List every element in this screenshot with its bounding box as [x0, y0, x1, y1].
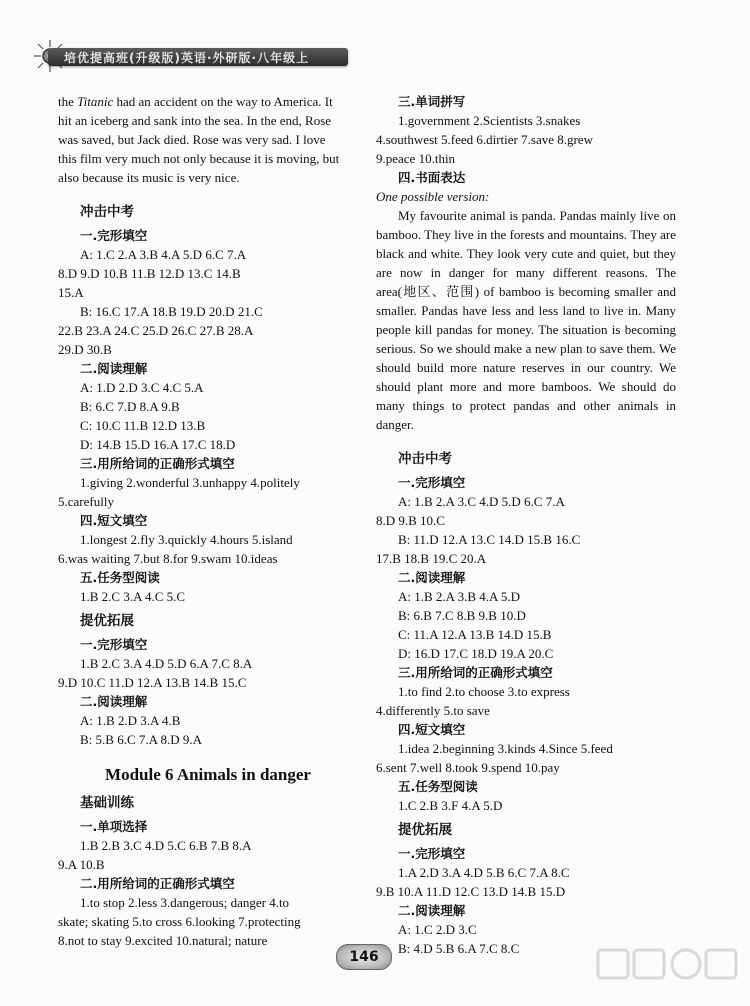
answer-line: A: 1.B 2.D 3.A 4.B — [80, 713, 181, 728]
answer-line: 6.was waiting 7.but 8.for 9.swam 10.ideas — [58, 551, 278, 566]
section-heading: 基础训练 — [80, 795, 134, 811]
answer-line: 1.C 2.B 3.F 4.A 5.D — [398, 798, 503, 813]
answer-line: A: 1.D 2.D 3.C 4.C 5.A — [80, 380, 204, 395]
subsection-heading: 一.完形填空 — [80, 637, 148, 652]
subsection-heading: 二.阅读理解 — [80, 361, 148, 376]
answer-line: A: 1.C 2.A 3.B 4.A 5.D 6.C 7.A — [80, 247, 247, 262]
subsection-heading: 三.单词拼写 — [398, 94, 466, 109]
subsection-heading: 一.完形填空 — [80, 228, 148, 243]
left-column — [58, 92, 358, 950]
subsection-heading: 一.完形填空 — [398, 475, 466, 490]
answer-line: B: 5.B 6.C 7.A 8.D 9.A — [80, 732, 203, 747]
subsection-heading: 二.用所给词的正确形式填空 — [80, 876, 235, 891]
subsection-heading: 二.阅读理解 — [398, 903, 466, 918]
answer-line: 9.D 10.C 11.D 12.A 13.B 14.B 15.C — [58, 675, 247, 690]
section-heading: 提优拓展 — [80, 613, 134, 629]
answer-line: 4.differently 5.to save — [376, 703, 490, 718]
answer-line: 6.sent 7.well 8.took 9.spend 10.pay — [376, 760, 560, 775]
answer-line: 1.A 2.D 3.A 4.D 5.B 6.C 7.A 8.C — [398, 865, 570, 880]
answer-line: skate; skating 5.to cross 6.looking 7.protecting — [58, 914, 301, 929]
subsection-heading: 四.书面表达 — [398, 170, 466, 185]
subsection-heading: 五.任务型阅读 — [398, 779, 478, 794]
answer-line: 22.B 23.A 24.C 25.D 26.C 27.B 28.A — [58, 323, 254, 338]
answer-line: 8.not to stay 9.excited 10.natural; nature — [58, 933, 268, 948]
answer-line: D: 14.B 15.D 16.A 17.C 18.D — [80, 437, 236, 452]
answer-line: B: 6.C 7.D 8.A 9.B — [80, 399, 180, 414]
right-column — [376, 92, 676, 958]
subsection-heading: 三.用所给词的正确形式填空 — [398, 665, 553, 680]
version-label: One possible version: — [376, 189, 490, 204]
answer-line: 1.to stop 2.less 3.dangerous; danger 4.to — [80, 895, 290, 910]
answer-line: 17.B 18.B 19.C 20.A — [376, 551, 487, 566]
answer-line: B: 11.D 12.A 13.C 14.D 15.B 16.C — [398, 532, 581, 547]
answer-line: D: 16.D 17.C 18.D 19.A 20.C — [398, 646, 554, 661]
answer-line: 1.B 2.C 3.A 4.D 5.D 6.A 7.C 8.A — [80, 656, 253, 671]
answer-line: 4.southwest 5.feed 6.dirtier 7.save 8.grew — [376, 132, 593, 147]
answer-line: 9.B 10.A 11.D 12.C 13.D 14.B 15.D — [376, 884, 566, 899]
story-line: was saved, but Jack died. Rose was very sad. I love — [58, 132, 326, 147]
subsection-heading: 四.短文填空 — [398, 722, 466, 737]
answer-line: 5.carefully — [58, 494, 114, 509]
essay-paragraph: My favourite animal is panda. Pandas mainly live on bamboo. They live in the forests and mountains. They are black and white. They look very cute and quiet, but they are now in danger for many different reasons. The area(地区、范围) of bamboo is becoming smaller and smaller. Pandas have less and less land to live in. Many people kill pandas for money. The situation is becoming serious. So we should make a new plan to save them. We should build more nature reserves in our country. We should plant more and more bamboos. We should do many things to protect pandas and other animals in danger. — [376, 208, 676, 432]
answer-line: A: 1.C 2.D 3.C — [398, 922, 477, 937]
answer-line: B: 4.D 5.B 6.A 7.C 8.C — [398, 941, 520, 956]
story-line: this film very much not only because it is moving, but — [58, 151, 340, 166]
answer-line: 15.A — [58, 285, 84, 300]
subsection-heading: 五.任务型阅读 — [80, 570, 160, 585]
section-heading: 冲击中考 — [80, 204, 134, 220]
subsection-heading: 二.阅读理解 — [80, 694, 148, 709]
answer-line: A: 1.B 2.A 3.B 4.A 5.D — [398, 589, 521, 604]
answer-line: 1.government 2.Scientists 3.snakes — [398, 113, 581, 128]
subsection-heading: 二.阅读理解 — [398, 570, 466, 585]
answer-line: 1.B 2.B 3.C 4.D 5.C 6.B 7.B 8.A — [80, 838, 252, 853]
subsection-heading: 一.单项选择 — [80, 819, 148, 834]
page-header — [28, 34, 358, 74]
subsection-heading: 三.用所给词的正确形式填空 — [80, 456, 235, 471]
answer-line: 1.B 2.C 3.A 4.C 5.C — [80, 589, 186, 604]
page-number: 146 — [336, 944, 392, 970]
subsection-heading: 四.短文填空 — [80, 513, 148, 528]
answer-line: 9.A 10.B — [58, 857, 105, 872]
answer-line: C: 11.A 12.A 13.B 14.D 15.B — [398, 627, 552, 642]
subsection-heading: 一.完形填空 — [398, 846, 466, 861]
answer-line: 29.D 30.B — [58, 342, 112, 357]
answer-line: 9.peace 10.thin — [376, 151, 456, 166]
answer-line: 8.D 9.D 10.B 11.B 12.D 13.C 14.B — [58, 266, 241, 281]
story-line: also because its music is very nice. — [58, 170, 240, 185]
answer-line: 1.idea 2.beginning 3.kinds 4.Since 5.feed — [398, 741, 613, 756]
watermark-logo — [594, 944, 744, 1002]
answer-line: A: 1.B 2.A 3.C 4.D 5.D 6.C 7.A — [398, 494, 565, 509]
story-line: hit an iceberg and sank into the sea. In the end, Rose — [58, 113, 332, 128]
answer-line: C: 10.C 11.B 12.D 13.B — [80, 418, 206, 433]
answer-line: B: 6.B 7.C 8.B 9.B 10.D — [398, 608, 526, 623]
answer-line: 8.D 9.B 10.C — [376, 513, 445, 528]
answer-line: 1.giving 2.wonderful 3.unhappy 4.politely — [80, 475, 300, 490]
answer-line: B: 16.C 17.A 18.B 19.D 20.D 21.C — [80, 304, 263, 319]
module-title: Module 6 Animals in danger — [105, 765, 311, 784]
story-line: the Titanic had an accident on the way to America. It — [58, 94, 333, 109]
answer-line: 1.longest 2.fly 3.quickly 4.hours 5.island — [80, 532, 293, 547]
answer-line: 1.to find 2.to choose 3.to express — [398, 684, 570, 699]
header-title: 培优提高班(升级版)英语·外研版·八年级上 — [64, 51, 310, 65]
section-heading: 冲击中考 — [398, 451, 452, 467]
section-heading: 提优拓展 — [398, 822, 452, 838]
